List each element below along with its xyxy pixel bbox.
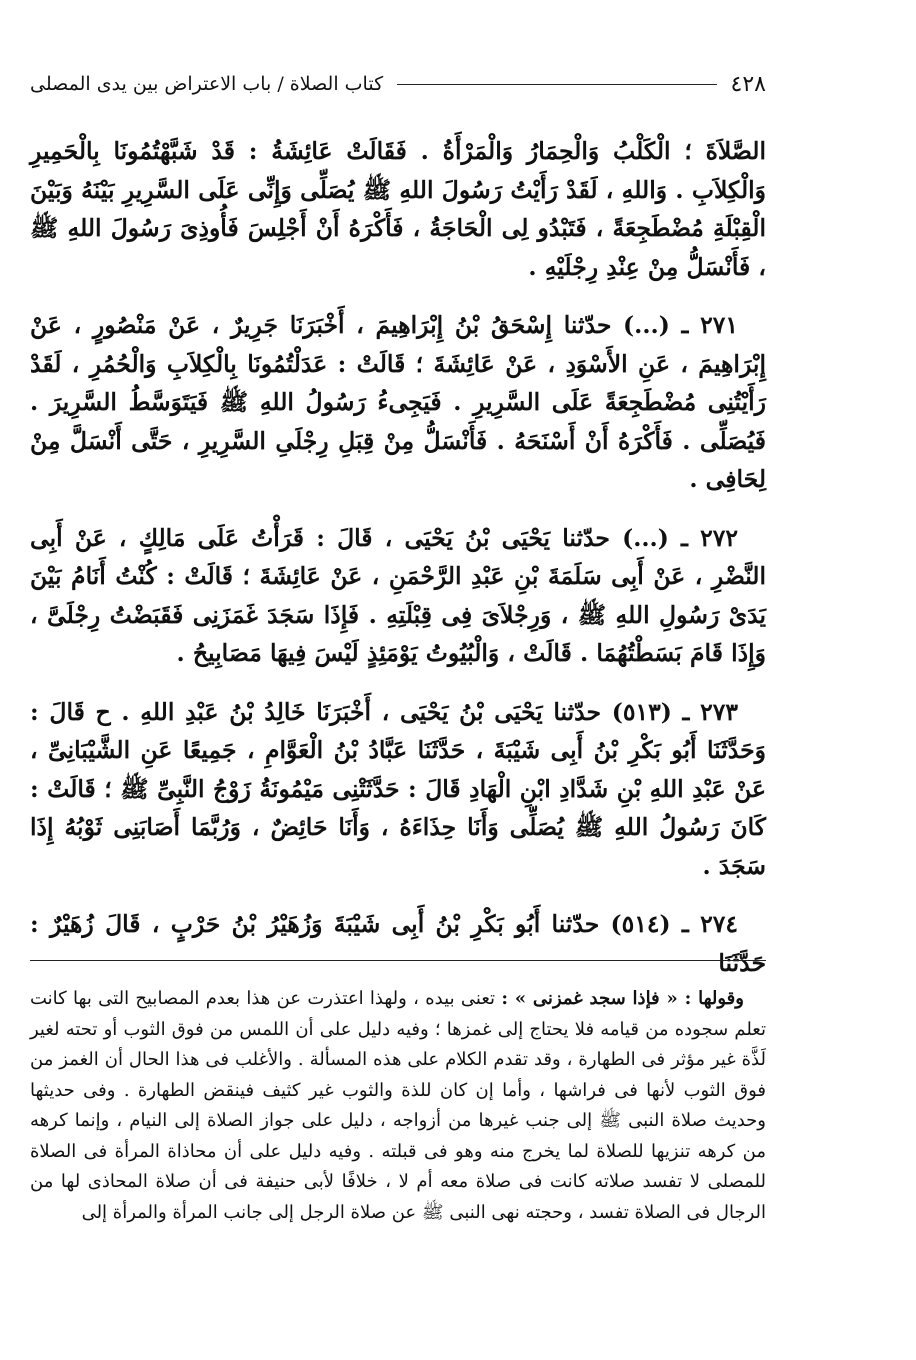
- hadith-273: ٢٧٣ ـ (٥١٣) حدّثنا يَحْيَى بْنُ يَحْيَى ، أَخْبَرَنَا خَالِدُ بْنُ عَبْدِ اللهِ . ح قَالَ : وَحَدَّثَنَا أَبُو بَكْرِ بْنُ أَبِى شَيْبَةَ ، حَدَّثَنَا عَبَّادُ بْنُ الْعَوَّامِ ، جَمِيعًا عَنِ الشَّيْبَانِىِّ ، عَنْ عَبْدِ اللهِ بْنِ شَدَّادِ ابْنِ الْهَادِ قَالَ : حَدَّثَتْنِى مَيْمُونَةُ زَوْجُ النَّبِىِّ ﷺ ؛ قَالَتْ : كَانَ رَسُولُ اللهِ ﷺ يُصَلِّى وَأَنَا حِذَاءَهُ ، وَأَنَا حَائِضٌ ، وَرُبَّمَا أَصَابَنِى ثَوْبُهُ إِذَا سَجَدَ .: [30, 697, 766, 880]
- hadith-274: ٢٧٤ ـ (٥١٤) حدّثنا أَبُو بَكْرِ بْنُ أَبِى شَيْبَةَ وَزُهَيْرُ بْنُ حَرْبٍ ، قَالَ زُهَيْرٌ : حَدَّثَنَا: [30, 910, 766, 977]
- running-title: كتاب الصلاة / باب الاعتراض بين يدى المصلى: [30, 73, 384, 95]
- footnote-rule: [30, 960, 766, 961]
- footnote: [30, 984, 766, 1228]
- main-text: [30, 132, 766, 982]
- hadith-272: ٢٧٢ ـ (...) حدّثنا يَحْيَى بْنُ يَحْيَى ، قَالَ : قَرَأْتُ عَلَى مَالِكٍ ، عَنْ أَبِى النَّضْرِ ، عَنْ أَبِى سَلَمَةَ بْنِ عَبْدِ الرَّحْمَنِ ، عَنْ عَائِشَةَ ؛ قَالَتْ : كُنْتُ أَنَامُ بَيْنَ يَدَىْ رَسُولِ اللهِ ﷺ ، وَرِجْلاَىَ فِى قِبْلَتِهِ . فَإِذَا سَجَدَ غَمَزَنِى فَقَبَضْتُ رِجْلَىَّ ، وَإِذَا قَامَ بَسَطْتُهُمَا . قَالَتْ ، وَالْبُيُوتُ يَوْمَئِذٍ لَيْسَ فِيهَا مَصَابِيحُ .: [30, 523, 766, 667]
- page-number: ٤٢٨: [730, 71, 766, 97]
- footnote-paragraph: [30, 984, 766, 1228]
- page-header: [30, 62, 766, 106]
- header-rule: [397, 84, 716, 85]
- footnote-lead: وقولها : « فإذا سجد غمزنى » :: [501, 988, 744, 1009]
- hadith-271: ٢٧١ ـ (...) حدّثنا إِسْحَقُ بْنُ إِبْرَاهِيمَ ، أَخْبَرَنَا جَرِيرٌ ، عَنْ مَنْصُورٍ ، عَنْ إِبْرَاهِيمَ ، عَنِ الأَسْوَدِ ، عَنْ عَائِشَةَ ؛ قَالَتْ : عَدَلْتُمُونَا بِالْكِلاَبِ وَالْحُمُرِ ، لَقَدْ رَأَيْتُنِى مُضْطَجِعَةً عَلَى السَّرِيرِ . فَيَجِىءُ رَسُولُ اللهِ ﷺ فَيَتَوَسَّطُ السَّرِيرَ . فَيُصَلِّى . فَأَكْرَهُ أَنْ أَسْنَحَهُ . فَأَنْسَلُّ مِنْ قِبَلِ رِجْلَىِ السَّرِيرِ ، حَتَّى أَنْسَلَّ مِنْ لِحَافِى .: [30, 311, 766, 493]
- footnote-text: تعنى بيده ، ولهذا اعتذرت عن هذا بعدم المصابيح التى بها كانت تعلم سجوده من قيامه فلا يحتاج إلى غمزها ؛ وفيه دليل على أن اللمس من فوق الثوب أو تحته لغير لَذَّة غير مؤثر فى الطهارة ، وقد تقدم الكلام على هذه المسألة . والأغلب فى هذا الحال أن الغمز من فوق الثوب لأنها فى فراشها ، وأما إن كان للذة والثوب غير كثيف فينقض الطهارة . وفى حديثها وحديث صلاة النبى ﷺ إلى جنب غيرها من أزواجه ، دليل على جواز الصلاة إلى النيام ، وإنما كرهه من كرهه تنزيها للصلاة لما يخرج منه وهو فى قبلته . وفيه دليل على أن محاذاة المرأة فى الصلاة للمصلى لا تفسد صلاته كانت فى صلاة معه أم لا ، خلافًا لأبى حنيفة فى أن صلاة المحاذى لها من الرجال فى الصلاة تفسد ، وحجته نهى النبى ﷺ عن صلاة الرجل إلى جانب المرأة والمرأة إلى: [30, 988, 766, 1223]
- intro-paragraph: الصَّلاَةَ ؛ الْكَلْبُ وَالْحِمَارُ وَالْمَرْأَةُ . فَقَالَتْ عَائِشَةُ : قَدْ شَبَّهْتُمُونَا بِالْحَمِيرِ وَالْكِلاَبِ . وَاللهِ ، لَقَدْ رَأَيْتُ رَسُولَ اللهِ ﷺ يُصَلِّى وَإِنِّى عَلَى السَّرِيرِ بَيْنَهُ وَبَيْنَ الْقِبْلَةِ مُضْطَجِعَةً ، فَتَبْدُو لِى الْحَاجَةُ ، فَأَكْرَهُ أَنْ أَجْلِسَ فَأُوذِىَ رَسُولَ اللهِ ﷺ ، فَأَنْسَلُّ مِنْ عِنْدِ رِجْلَيْهِ .: [30, 137, 766, 281]
- book-page: [30, 62, 766, 1352]
